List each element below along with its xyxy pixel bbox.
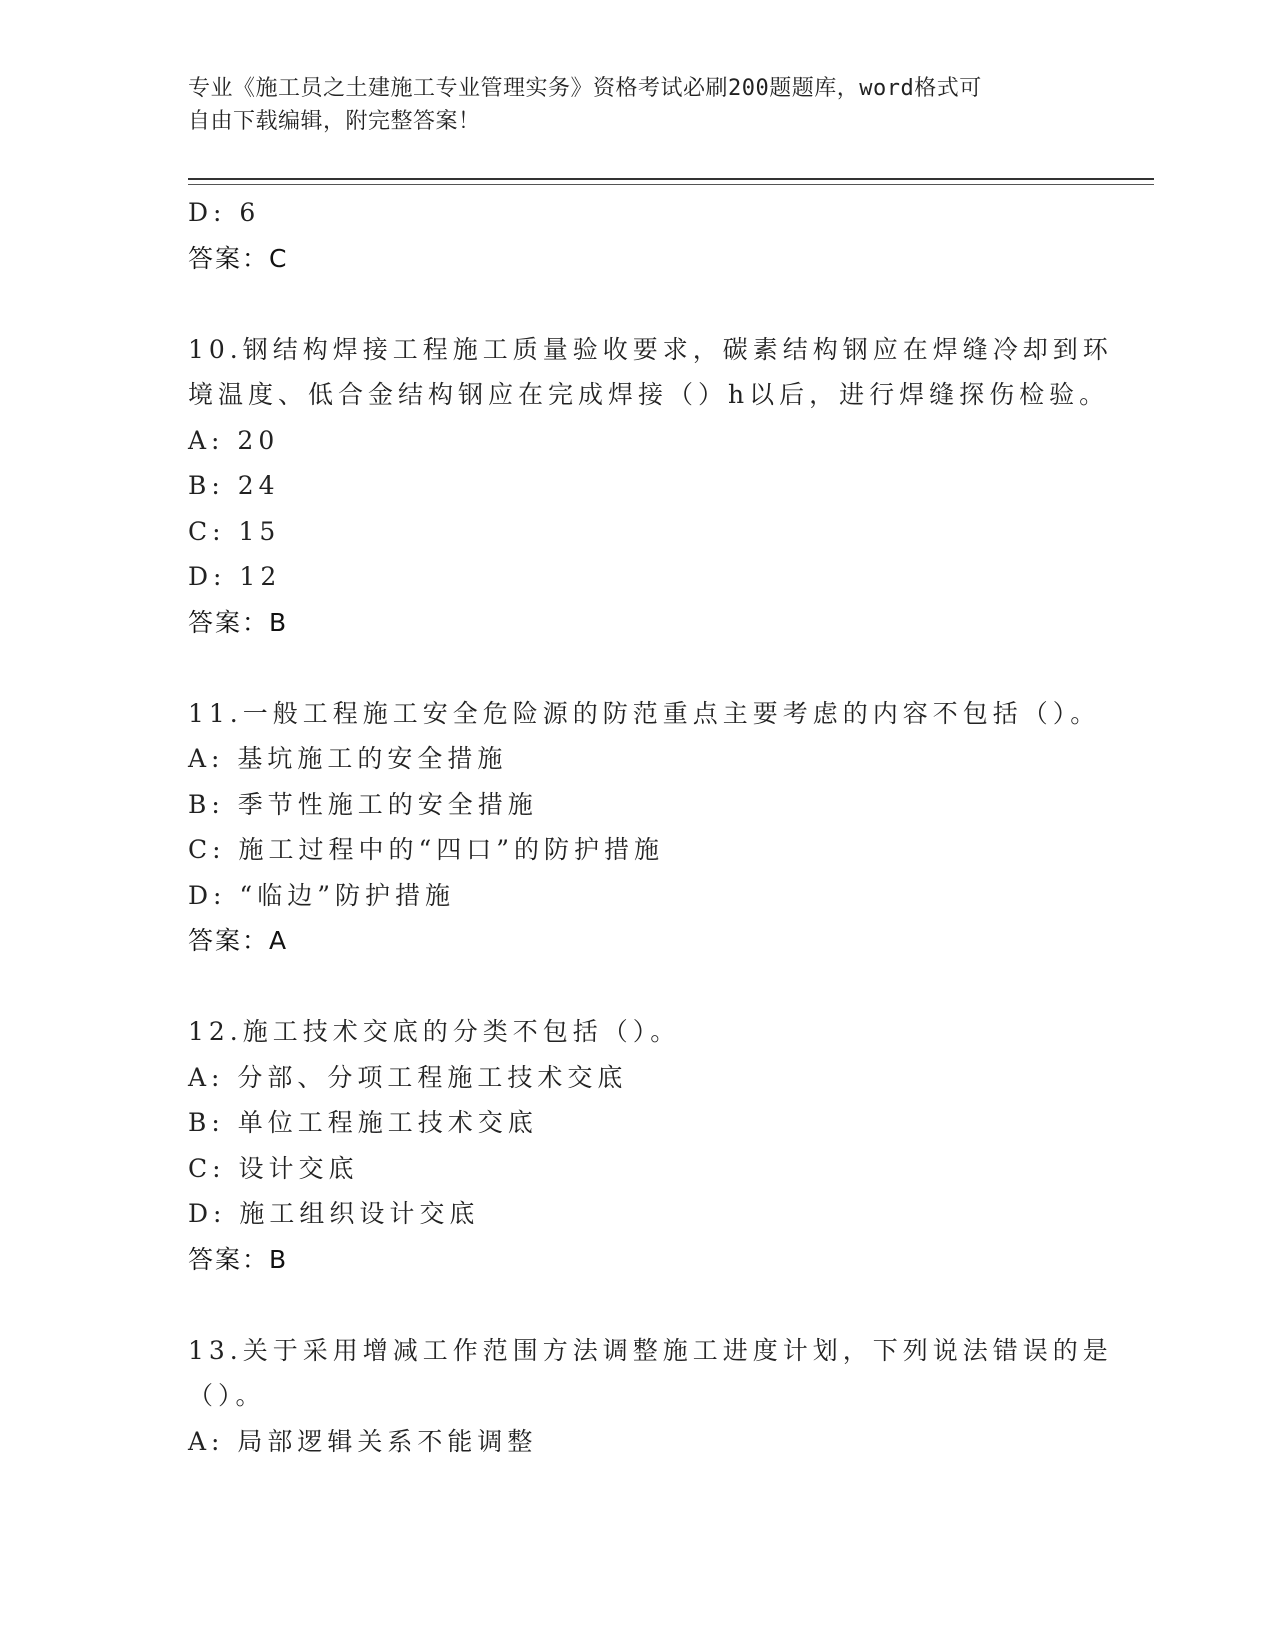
question-11-option-b: B: 季节性施工的安全措施	[188, 789, 538, 819]
spacer	[188, 281, 1088, 327]
question-10-answer: 答案：B	[188, 607, 289, 637]
question-11	[188, 691, 1101, 964]
question-12-option-b: B: 单位工程施工技术交底	[188, 1108, 538, 1137]
question-11-option-c: C: 施工过程中的“四口”的防护措施	[188, 835, 665, 864]
document-header	[188, 72, 1088, 138]
question-13-text-1: 13.关于采用增减工作范围方法调整施工进度计划，下列说法错误的是	[188, 1335, 1113, 1365]
prev-answer: 答案：C	[188, 243, 289, 273]
spacer	[188, 964, 1088, 1010]
header-divider-thick	[188, 178, 1154, 180]
spacer	[188, 1282, 1088, 1328]
question-12-option-a: A: 分部、分项工程施工技术交底	[188, 1062, 628, 1092]
question-12	[188, 1009, 1088, 1282]
header-divider-thin	[188, 184, 1154, 185]
question-11-text-1: 11.一般工程施工安全危险源的防范重点主要考虑的内容不包括（）。	[188, 698, 1101, 728]
question-11-option-a: A: 基坑施工的安全措施	[188, 744, 508, 773]
question-11-option-d: D: “临边”防护措施	[188, 880, 455, 910]
question-10-option-a: A: 20	[188, 425, 280, 455]
question-10-option-b: B: 24	[188, 471, 280, 500]
prev-option-d: D: 6	[188, 198, 261, 227]
question-10	[188, 327, 1113, 646]
question-13	[188, 1328, 1113, 1465]
question-10-option-d: D: 12	[188, 562, 282, 591]
question-13-option-a: A: 局部逻辑关系不能调整	[188, 1426, 538, 1456]
question-12-option-d: D: 施工组织设计交底	[188, 1199, 480, 1228]
question-list	[188, 190, 1113, 1464]
question-12-answer: 答案：B	[188, 1244, 289, 1274]
header-line-1: 专业《施工员之土建施工专业管理实务》资格考试必刷200题题库，word格式可	[188, 76, 982, 101]
question-10-text-1: 10.钢结构焊接工程施工质量验收要求，碳素结构钢应在焊缝冷却到环	[188, 334, 1113, 364]
spacer	[188, 645, 1088, 691]
header-line-2: 自由下载编辑，附完整答案！	[188, 109, 481, 134]
question-10-text-2: 境温度、低合金结构钢应在完成焊接（）h以后，进行焊缝探伤检验。	[188, 380, 1110, 409]
question-12-text-1: 12.施工技术交底的分类不包括（）。	[188, 1017, 681, 1046]
question-13-text-2: （）。	[188, 1381, 266, 1410]
question-10-option-c: C: 15	[188, 516, 281, 546]
question-11-answer: 答案：A	[188, 926, 289, 955]
question-12-option-c: C: 设计交底	[188, 1153, 359, 1183]
